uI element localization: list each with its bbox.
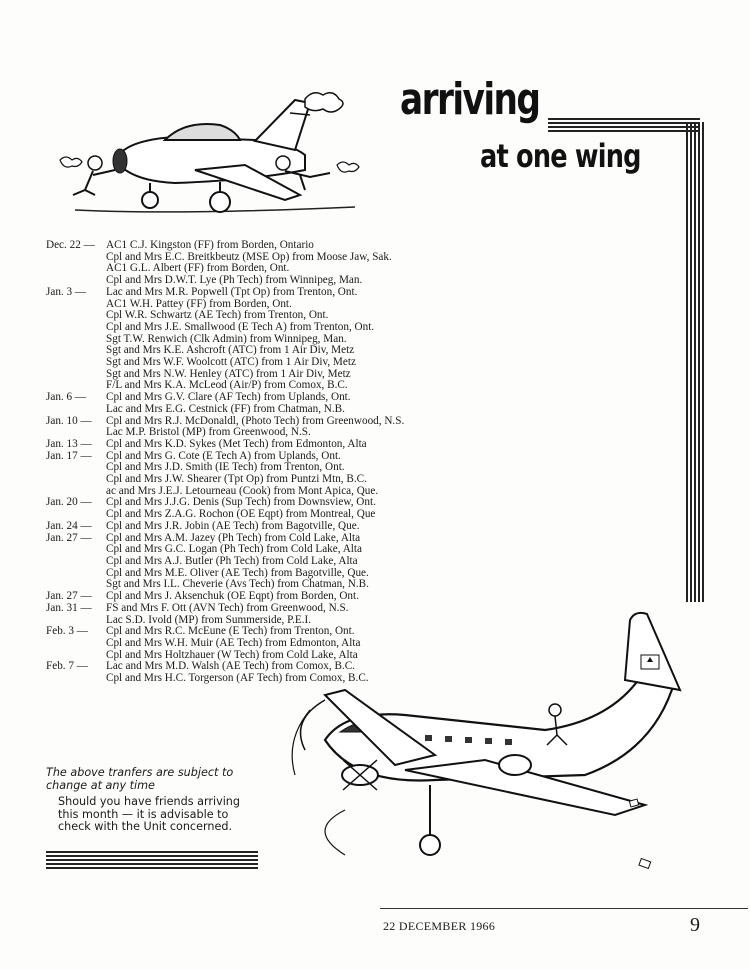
entry-date — [46, 404, 106, 416]
entry-text: Cpl and Mrs Holtzhauer (W Tech) from Cold Lake, Alta — [106, 648, 358, 661]
entry-date: Feb. 3 — — [46, 625, 88, 638]
entry-date: Jan. 24 — — [46, 519, 92, 532]
arrival-entry — [46, 556, 506, 568]
entry-text: Cpl and Mrs A.M. Jazey (Ph Tech) from Cold Lake, Alta — [106, 531, 361, 544]
entry-date — [46, 310, 106, 322]
arrival-entry — [46, 404, 506, 416]
entry-text: Cpl and Mrs J.E. Smallwood (E Tech A) from Trenton, Ont. — [106, 320, 375, 333]
entry-text: Lac and Mrs M.D. Walsh (AE Tech) from Comox, B.C. — [106, 660, 355, 673]
friends-advice: Should you have friends arriving this month — it is advisable to check with the Unit concerned. — [58, 795, 241, 833]
entry-text: Lac and Mrs E.G. Cestnick (FF) from Chatman, N.B. — [106, 402, 345, 415]
entry-text: Cpl and Mrs G.V. Clare (AF Tech) from Uplands, Ont. — [106, 391, 351, 404]
entry-text: AC1 G.L. Albert (FF) from Borden, Ont. — [106, 262, 290, 275]
arrival-entry — [46, 521, 506, 533]
entry-text: Lac S.D. Ivold (MP) from Summerside, P.E.I. — [106, 613, 312, 626]
arrival-entry — [46, 287, 506, 299]
entry-date — [46, 544, 106, 556]
entry-text: Cpl and Mrs J.J.G. Denis (Sup Tech) from Downsview, Ont. — [106, 496, 376, 509]
entry-date — [46, 462, 106, 474]
entry-text: Cpl and Mrs R.J. McDonaldl, (Photo Tech) from Greenwood, N.S. — [106, 414, 405, 427]
header-rule — [548, 118, 700, 132]
arrival-entry — [46, 240, 506, 252]
entry-text: Cpl and Mrs G. Cote (E Tech A) from Uplands, Ont. — [106, 449, 341, 462]
entry-text: ac and Mrs J.E.J. Letourneau (Cook) from Mont Apica, Que. — [106, 484, 379, 497]
entry-date — [46, 345, 106, 357]
entry-text: Cpl and Mrs J.W. Shearer (Tpt Op) from Puntzi Mtn, B.C. — [106, 473, 367, 486]
entry-date — [46, 568, 106, 580]
entry-text: Cpl and Mrs R.C. McEune (E Tech) from Trenton, Ont. — [106, 625, 355, 638]
entry-date: Jan. 3 — — [46, 285, 87, 298]
page-number: 9 — [690, 914, 700, 936]
entry-text: Cpl and Mrs K.D. Sykes (Met Tech) from Edmonton, Alta — [106, 437, 367, 450]
entry-text: Cpl and Mrs W.H. Muir (AE Tech) from Edmonton, Alta — [106, 636, 361, 649]
entry-text: Cpl and Mrs G.C. Logan (Ph Tech) from Cold Lake, Alta — [106, 543, 362, 556]
entry-date: Jan. 27 — — [46, 590, 92, 603]
entry-text: Sgt and Mrs N.W. Henley (ATC) from 1 Air Div, Metz — [106, 367, 351, 380]
entry-text: FS and Mrs F. Ott (AVN Tech) from Greenwood, N.S. — [106, 601, 349, 614]
entry-text: Cpl and Mrs H.C. Torgerson (AF Tech) from Comox, B.C. — [106, 672, 369, 685]
entry-date — [46, 556, 106, 568]
entry-date — [46, 369, 106, 381]
entry-date: Jan. 31 — — [46, 601, 92, 614]
entry-date: Jan. 13 — — [46, 437, 92, 450]
entry-text: Cpl and Mrs A.J. Butler (Ph Tech) from Cold Lake, Alta — [106, 554, 358, 567]
arrival-entry — [46, 439, 506, 451]
entry-text: Cpl and Mrs D.W.T. Lye (Ph Tech) from Winnipeg, Man. — [106, 274, 363, 287]
entry-date — [46, 474, 106, 486]
entry-date — [46, 673, 106, 685]
issue-date: 22 DECEMBER 1966 — [383, 919, 496, 933]
entry-text: Cpl and Mrs E.C. Breitkbeutz (MSE Op) from Moose Jaw, Sak. — [106, 250, 392, 263]
right-vertical-rule — [686, 122, 704, 602]
entry-date — [46, 299, 106, 311]
entry-date: Jan. 10 — — [46, 414, 92, 427]
entry-text: Lac and Mrs M.R. Popwell (Tpt Op) from Trenton, Ont. — [106, 285, 358, 298]
arrival-entry — [46, 357, 506, 369]
entry-date — [46, 252, 106, 264]
entry-text: AC1 C.J. Kingston (FF) from Borden, Ontario — [106, 239, 314, 251]
entry-text: Sgt and Mrs K.E. Ashcroft (ATC) from 1 Air Div, Metz — [106, 344, 355, 357]
entry-date: Dec. 22 — — [46, 239, 95, 251]
page-title: arriving — [400, 74, 540, 125]
entry-date — [46, 322, 106, 334]
entry-text: Sgt and Mrs I.L. Cheverie (Avs Tech) from Chatman, N.B. — [106, 578, 369, 591]
jet-cartoon-icon — [55, 85, 375, 225]
entry-text: Cpl and Mrs M.E. Oliver (AE Tech) from Bagotville, Que. — [106, 566, 369, 579]
entry-text: Cpl and Mrs J. Aksenchuk (OE Eqpt) from Borden, Ont. — [106, 590, 359, 603]
entry-date — [46, 334, 106, 346]
entry-date: Jan. 17 — — [46, 449, 92, 462]
entry-date: Feb. 7 — — [46, 660, 88, 673]
entry-date: Jan. 6 — — [46, 391, 87, 404]
page-subtitle: at one wing — [480, 137, 641, 175]
entry-text: F/L and Mrs K.A. McLeod (Air/P) from Comox, B.C. — [106, 379, 348, 392]
transfer-disclaimer: The above tranfers are subject to change at any time — [46, 766, 234, 792]
entry-text: Lac M.P. Bristol (MP) from Greenwood, N.S. — [106, 426, 311, 439]
arrival-entry — [46, 474, 506, 486]
entry-date — [46, 638, 106, 650]
entry-date — [46, 263, 106, 275]
footer-rule — [380, 908, 748, 909]
arrival-entry — [46, 322, 506, 334]
entry-text: AC1 W.H. Pattey (FF) from Borden, Ont. — [106, 297, 292, 310]
entry-text: Cpl and Mrs Z.A.G. Rochon (OE Eqpt) from Montreal, Que — [106, 508, 376, 521]
footer-left-rule — [46, 851, 258, 869]
entry-text: Cpl and Mrs J.D. Smith (IE Tech) from Trenton, Ont. — [106, 461, 345, 474]
entry-text: Sgt and Mrs W.F. Woolcott (ATC) from 1 Air Div, Metz — [106, 356, 356, 369]
entry-text: Cpl W.R. Schwartz (AE Tech) from Trenton, Ont. — [106, 309, 329, 322]
entry-date: Jan. 20 — — [46, 496, 92, 509]
entry-text: Sgt T.W. Renwich (Clk Admin) from Winnipeg, Man. — [106, 332, 347, 345]
entry-date — [46, 357, 106, 369]
entry-date: Jan. 27 — — [46, 531, 92, 544]
transport-plane-cartoon-icon — [285, 600, 715, 880]
entry-text: Cpl and Mrs J.R. Jobin (AE Tech) from Bagotville, Que. — [106, 519, 360, 532]
